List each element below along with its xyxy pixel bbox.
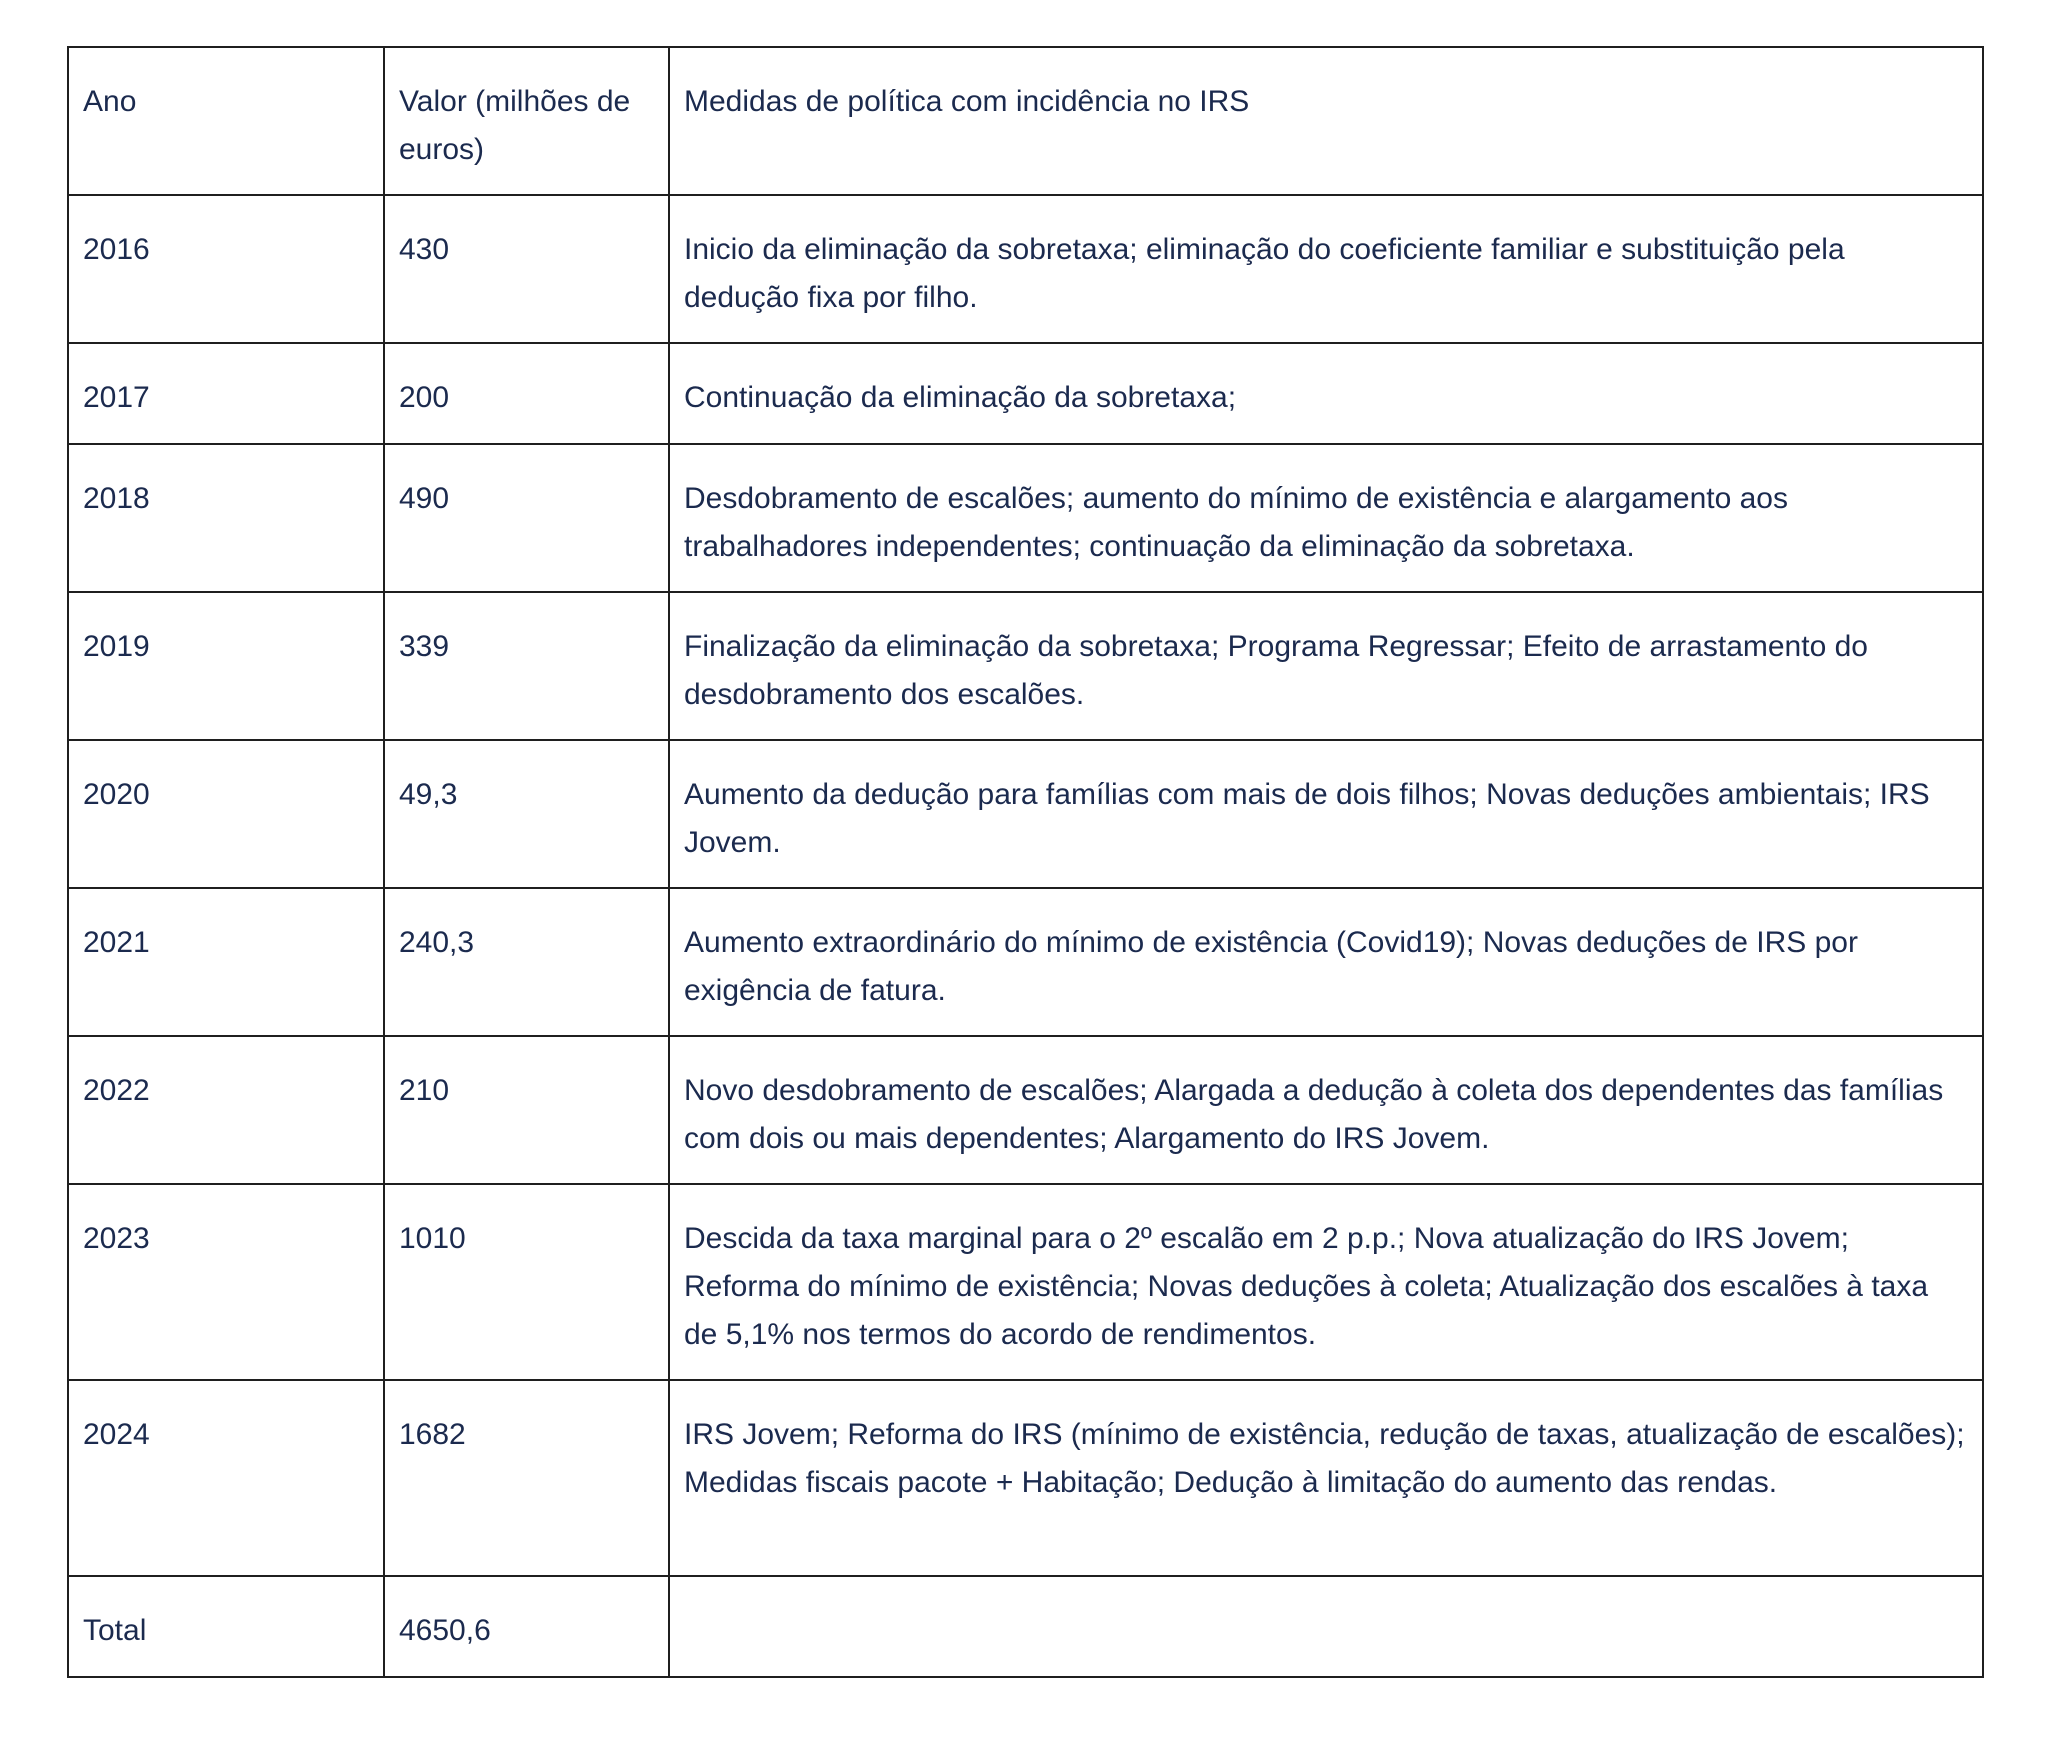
cell-value: 210: [384, 1036, 669, 1184]
table-row: [68, 592, 1983, 740]
cell-value: 1010: [384, 1184, 669, 1380]
cell-value: 49,3: [384, 740, 669, 888]
cell-measures: Desdobramento de escalões; aumento do mínimo de existência e alargamento aos trabalhadores independentes; continuação da eliminação da sobretaxa.: [669, 444, 1983, 592]
cell-year: 2016: [68, 195, 384, 343]
irs-measures-table: [67, 46, 1984, 1678]
irs-measures-table-container: [67, 46, 1982, 1678]
total-measures: [669, 1576, 1983, 1677]
cell-measures: Aumento extraordinário do mínimo de existência (Covid19); Novas deduções de IRS por exigência de fatura.: [669, 888, 1983, 1036]
table-row: [68, 1036, 1983, 1184]
cell-measures: Novo desdobramento de escalões; Alargada a dedução à coleta dos dependentes das famílias com dois ou mais dependentes; Alargamento do IRS Jovem.: [669, 1036, 1983, 1184]
cell-measures: Aumento da dedução para famílias com mais de dois filhos; Novas deduções ambientais; IRS Jovem.: [669, 740, 1983, 888]
total-value: 4650,6: [384, 1576, 669, 1677]
total-label: Total: [68, 1576, 384, 1677]
cell-value: 430: [384, 195, 669, 343]
header-year: Ano: [68, 47, 384, 195]
table-row: [68, 444, 1983, 592]
table-row: [68, 740, 1983, 888]
cell-value: 240,3: [384, 888, 669, 1036]
cell-year: 2021: [68, 888, 384, 1036]
table-row: [68, 343, 1983, 444]
table-row: [68, 195, 1983, 343]
cell-year: 2022: [68, 1036, 384, 1184]
table-header-row: [68, 47, 1983, 195]
cell-measures: IRS Jovem; Reforma do IRS (mínimo de existência, redução de taxas, atualização de escalões); Medidas fiscais pacote + Habitação; Dedução à limitação do aumento das rendas.: [669, 1380, 1983, 1576]
cell-value: 200: [384, 343, 669, 444]
cell-value: 1682: [384, 1380, 669, 1576]
cell-measures: Inicio da eliminação da sobretaxa; eliminação do coeficiente familiar e substituição pela dedução fixa por filho.: [669, 195, 1983, 343]
cell-measures: Continuação da eliminação da sobretaxa;: [669, 343, 1983, 444]
cell-year: 2018: [68, 444, 384, 592]
cell-measures: Descida da taxa marginal para o 2º escalão em 2 p.p.; Nova atualização do IRS Jovem; Reforma do mínimo de existência; Novas deduções à coleta; Atualização dos escalões à taxa de 5,1% nos termos do acordo de rendimentos.: [669, 1184, 1983, 1380]
cell-measures: Finalização da eliminação da sobretaxa; Programa Regressar; Efeito de arrastamento do desdobramento dos escalões.: [669, 592, 1983, 740]
table-total-row: [68, 1576, 1983, 1677]
cell-year: 2017: [68, 343, 384, 444]
cell-year: 2024: [68, 1380, 384, 1576]
cell-year: 2023: [68, 1184, 384, 1380]
cell-year: 2020: [68, 740, 384, 888]
cell-value: 490: [384, 444, 669, 592]
cell-year: 2019: [68, 592, 384, 740]
header-value: Valor (milhões de euros): [384, 47, 669, 195]
header-measures: Medidas de política com incidência no IRS: [669, 47, 1983, 195]
table-row: [68, 1184, 1983, 1380]
cell-value: 339: [384, 592, 669, 740]
table-row: [68, 888, 1983, 1036]
table-row: [68, 1380, 1983, 1576]
